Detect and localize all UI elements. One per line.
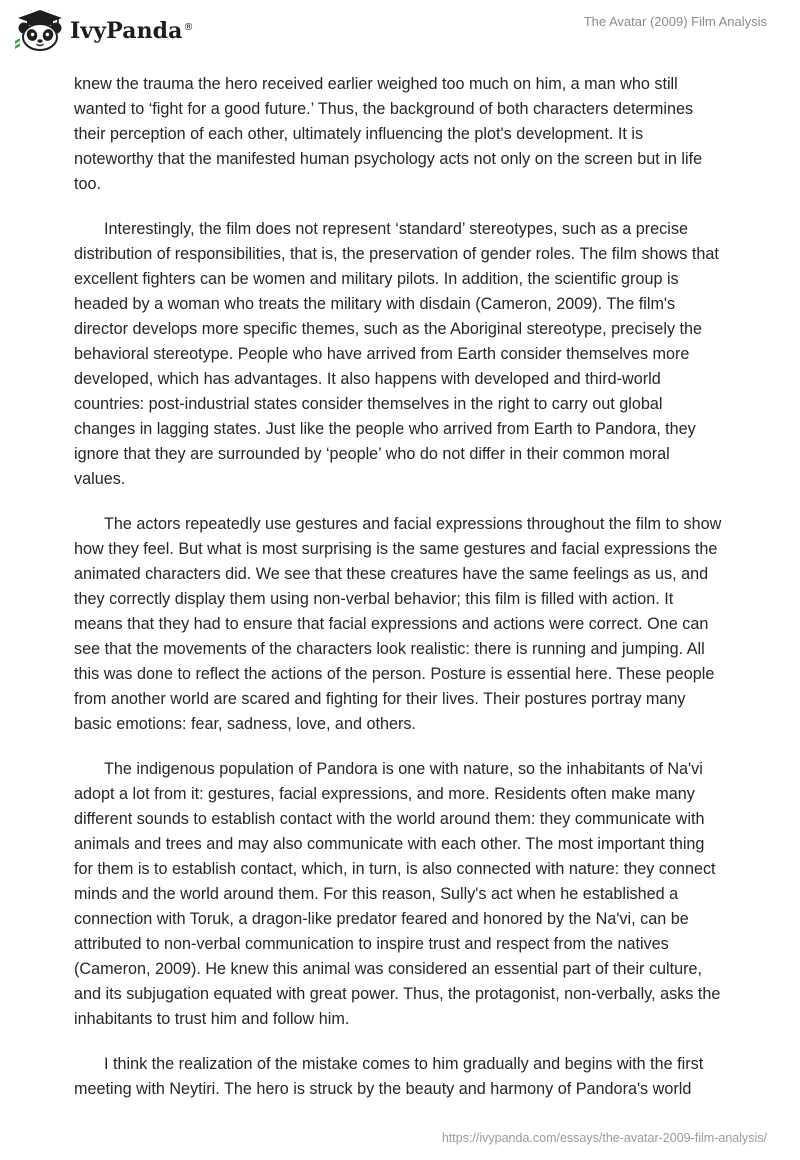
source-url-link[interactable]: https://ivypanda.com/essays/the-avatar-2009-film-analysis/ bbox=[441, 1131, 767, 1145]
paragraph: Interestingly, the film does not represent ‘standard’ stereotypes, such as a precise distribution of responsibilities, that is, the preservation of gender roles. The film shows that excellent fighters can be women and military pilots. In addition, the scientific group is headed by a woman who treats the military with disdain (Cameron, 2009). The film's director develops more specific themes, such as the Aboriginal stereotype, precisely the behavioral stereotype. People who have arrived from Earth consider themselves more developed, which has advantages. It also happens with developed and third-world countries: post-industrial states consider themselves in the right to carry out global changes in lagging states. Just like the people who arrived from Earth to Pandora, they ignore that they are surrounded by ‘people’ who do not differ in their common moral values. bbox=[74, 220, 719, 488]
paragraph: The indigenous population of Pandora is one with nature, so the inhabitants of Na'vi adopt a lot from it: gestures, facial expressions, and more. Residents often make many different sounds to establish contact with the world around them: they communicate with animals and trees and may also communicate with each other. The most important thing for them is to establish contact, which, in turn, is also connected with nature: they connect minds and the world around them. For this reason, Sully's act when he established a connection with Toruk, a dragon-like predator feared and honored by the Na'vi, can be attributed to non-verbal communication to inspire trust and respect from the natives (Cameron, 2009). He knew this animal was considered an essential part of their culture, and its subjugation equated with great power. Thus, the protagonist, non-verbally, asks the inhabitants to trust him and follow him. bbox=[74, 760, 721, 1028]
ivypanda-logo[interactable] bbox=[14, 8, 194, 52]
panda-graduate-icon bbox=[14, 8, 66, 52]
logo-wordmark: IvyPanda® bbox=[70, 18, 194, 44]
paragraph: The actors repeatedly use gestures and facial expressions throughout the film to show how they feel. But what is most surprising is the same gestures and facial expressions the animated characters did. We see that these creatures have the same feelings as us, and they correctly display them using non-verbal behavior; this film is filled with action. It means that they had to ensure that facial expressions and actions were correct. One can see that the movements of the characters look realistic: there is running and jumping. All this was done to reflect the actions of the person. Posture is essential here. These people from another world are scared and fighting for their lives. Their postures portray many basic emotions: fear, sadness, love, and others. bbox=[74, 515, 722, 733]
paragraph: I think the realization of the mistake comes to him gradually and begins with the first meeting with Neytiri. The hero is struck by the beauty and harmony of Pandora's world bbox=[74, 1055, 704, 1098]
essay-body bbox=[74, 72, 725, 1122]
paragraph: knew the trauma the hero received earlier weighed too much on him, a man who still wanted to ‘fight for a good future.’ Thus, the background of both characters determines their perception of each other, ultimately influencing the plot's development. It is noteworthy that the manifested human psychology acts not only on the screen but in life too. bbox=[74, 75, 703, 193]
page-header bbox=[0, 0, 800, 60]
document-title: The Avatar (2009) Film Analysis bbox=[583, 14, 767, 29]
